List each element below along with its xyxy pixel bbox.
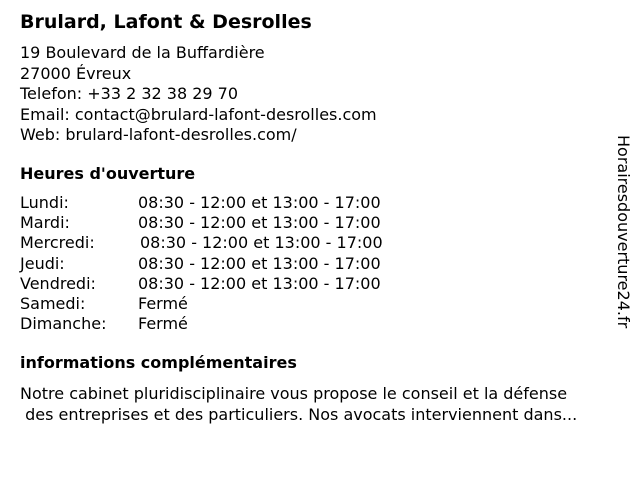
day-label: Jeudi: (20, 253, 65, 273)
hours-row-wednesday (20, 233, 440, 253)
description-line: des entreprises et des particuliers. Nos avocats interviennent dans... (20, 405, 578, 424)
business-description (20, 383, 630, 425)
day-hours: 08:30 - 12:00 et 13:00 - 17:00 (138, 253, 381, 273)
day-hours: 08:30 - 12:00 et 13:00 - 17:00 (140, 233, 383, 253)
day-label: Samedi: (20, 293, 86, 313)
address-city: 27000 Évreux (20, 63, 132, 83)
additional-info-heading: informations complémentaires (20, 353, 297, 372)
day-hours: 08:30 - 12:00 et 13:00 - 17:00 (138, 273, 381, 293)
business-name: Brulard, Lafont & Desrolles (20, 11, 312, 33)
day-hours: 08:30 - 12:00 et 13:00 - 17:00 (138, 213, 381, 233)
day-label: Dimanche: (20, 314, 107, 334)
hours-row-sunday (20, 314, 440, 334)
email-address[interactable]: Email: contact@brulard-lafont-desrolles.com (20, 104, 377, 124)
opening-hours-table (20, 193, 440, 334)
day-label: Mardi: (20, 213, 70, 233)
hours-row-saturday (20, 294, 440, 314)
hours-row-tuesday (20, 213, 440, 233)
day-label: Lundi: (20, 193, 69, 212)
day-label: Vendredi: (20, 273, 96, 293)
day-label: Mercredi: (20, 233, 95, 253)
address-street: 19 Boulevard de la Buffardière (20, 43, 265, 62)
opening-hours-heading: Heures d'ouverture (20, 164, 196, 183)
site-watermark: Horairesdouverture24.fr (614, 135, 633, 329)
hours-row-monday (20, 193, 440, 213)
day-hours: 08:30 - 12:00 et 13:00 - 17:00 (138, 193, 381, 212)
hours-row-friday (20, 274, 440, 294)
phone-number[interactable]: Telefon: +33 2 32 38 29 70 (20, 84, 239, 103)
website-link[interactable]: Web: brulard-lafont-desrolles.com/ (20, 125, 297, 144)
hours-row-thursday (20, 254, 440, 274)
description-line: Notre cabinet pluridisciplinaire vous propose le conseil et la défense (20, 384, 568, 403)
day-hours: Fermé (138, 293, 188, 313)
day-hours: Fermé (138, 314, 188, 334)
contact-block (20, 43, 377, 146)
